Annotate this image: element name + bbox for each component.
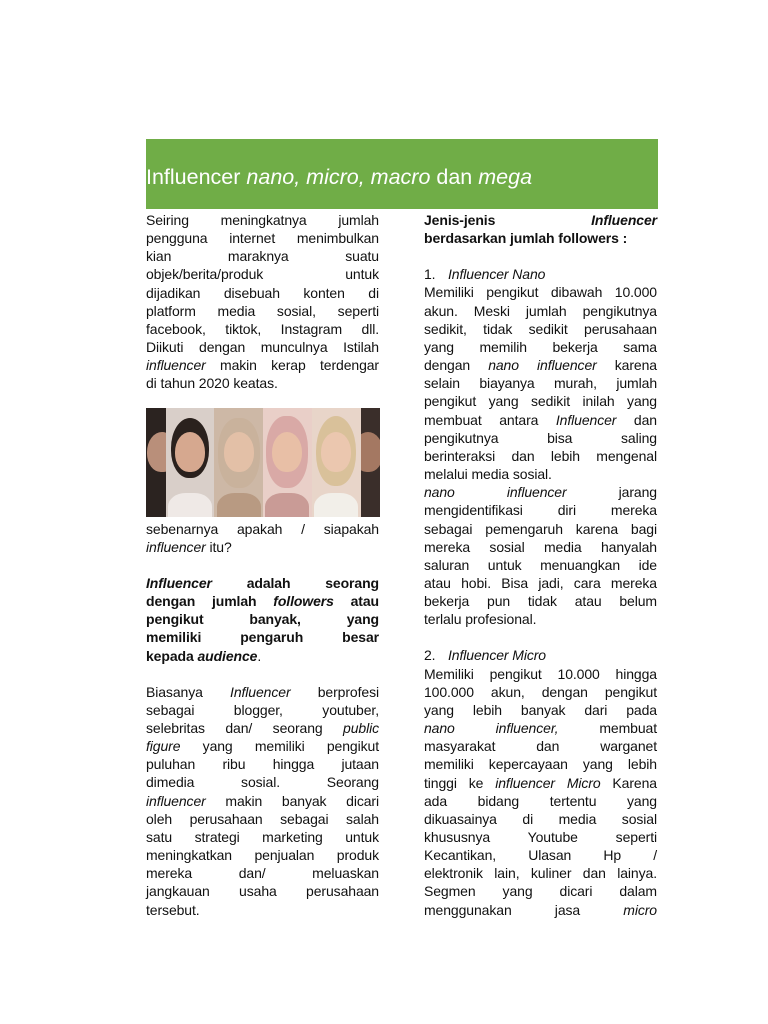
text-line: jangkauan usaha perusahaan (146, 883, 379, 900)
text-line: bekerja pun tidak atau belum (424, 593, 657, 610)
question-paragraph (146, 520, 379, 556)
text-line: melalui media sosial. (424, 466, 552, 483)
text-line: masyarakat dan warganet (424, 738, 657, 755)
text-line: Diikuti dengan munculnya Istilah (146, 339, 379, 356)
text-line: memiliki kepercayaan yang lebih (424, 756, 657, 773)
portrait-image (312, 408, 361, 517)
text-line: puluhan ribu hingga jutaan (146, 756, 379, 773)
section-heading-nano: 1. Influencer Nano (424, 266, 546, 283)
text-line: pengikutnya bisa saling (424, 429, 657, 446)
text-line: yang memilih bekerja sama (424, 338, 657, 355)
text-line: 100.000 akun, dengan pengikut (424, 683, 657, 700)
text-line: berinteraksi dan lebih mengenal (424, 447, 657, 464)
text-line: oleh perusahaan sebagai salah (146, 810, 379, 827)
text-line: platform media sosial, seperti (146, 302, 379, 319)
text-line: influencer itu? (146, 538, 232, 555)
text-line: kian maraknya suatu (146, 248, 379, 265)
text-line: dimedia sosial. Seorang (146, 774, 379, 791)
text-line: nano influencer jarang (424, 484, 657, 501)
text-line: objek/berita/produk untuk (146, 266, 379, 283)
left-column (146, 211, 379, 919)
text-line: Memiliki pengikut 10.000 hingga (424, 665, 657, 682)
nano-paragraph (424, 283, 657, 628)
text-line: sebagai blogger, youtuber, (146, 701, 379, 718)
text-line: sebagai pemengaruh karena bagi (424, 520, 657, 537)
profession-paragraph (146, 683, 379, 919)
types-heading (424, 211, 657, 247)
page-title: Influencer nano, micro, macro dan mega (146, 165, 533, 189)
text-line: satu strategi marketing untuk (146, 828, 379, 845)
text-line: ada bidang tertentu yang (424, 792, 657, 809)
text-line: Memiliki pengikut dibawah 10.000 (424, 284, 657, 301)
text-line: pengguna internet menimbulkan (146, 230, 379, 247)
text-line: sebenarnya apakah / siapakah (146, 520, 379, 537)
text-line: influencer makin banyak dicari (146, 792, 379, 809)
text-line: mereka dan/ meluaskan (146, 865, 379, 882)
text-line: kepada audience. (146, 647, 262, 664)
text-line: mengidentifikasi diri mereka (424, 502, 657, 519)
text-line: tinggi ke influencer Micro Karena (424, 774, 657, 791)
text-line: Influencer adalah seorang (146, 574, 379, 591)
influencer-photo-collage (146, 408, 380, 517)
text-line: dengan nano influencer karena (424, 357, 657, 374)
text-line: Jenis-jenis Influencer (424, 212, 657, 228)
text-line: sedikit, tidak sedikit perusahaan (424, 320, 657, 337)
text-line: nano influencer, membuat (424, 720, 657, 737)
text-line: atau hobi. Bisa jadi, cara mereka (424, 574, 657, 591)
portrait-image (146, 408, 166, 517)
text-line: Kecantikan, Ulasan Hp / (424, 847, 657, 864)
section-heading-micro: 2. Influencer Micro (424, 647, 546, 664)
text-line: dikuasainya di media sosial (424, 810, 657, 827)
text-line: meningkatkan penjualan produk (146, 847, 379, 864)
intro-paragraph (146, 211, 379, 393)
text-line: mereka sosial media hanyalah (424, 538, 657, 555)
text-line: facebook, tiktok, Instagram dll. (146, 320, 379, 337)
text-line: khususnya Youtube seperti (424, 829, 657, 845)
text-line: Biasanya Influencer berprofesi (146, 683, 379, 700)
text-line: dengan jumlah followers atau (146, 593, 379, 610)
portrait-image (166, 408, 215, 517)
text-line: akun. Meski jumlah pengikutnya (424, 302, 657, 319)
portrait-image (361, 408, 381, 517)
definition-paragraph (146, 574, 379, 665)
text-line: pengikut banyak, yang (146, 611, 379, 628)
text-line: berdasarkan jumlah followers : (424, 230, 628, 247)
text-line: di tahun 2020 keatas. (146, 375, 278, 392)
micro-paragraph (424, 665, 657, 919)
text-line: yang lebih banyak dari pada (424, 701, 657, 718)
portrait-image (263, 408, 312, 517)
text-line: Segmen yang dicari dalam (424, 883, 657, 900)
text-line: Seiring meningkatnya jumlah (146, 212, 379, 228)
text-line: elektronik lain, kuliner dan lainya. (424, 865, 657, 882)
text-line: menggunakan jasa micro (424, 901, 657, 918)
text-line: saluran untuk menuangkan ide (424, 556, 657, 573)
text-line: terlalu profesional. (424, 611, 537, 628)
text-line: influencer makin kerap terdengar (146, 357, 379, 374)
text-line: tersebut. (146, 901, 200, 918)
text-line: selebritas dan/ seorang public (146, 719, 379, 736)
text-line: figure yang memiliki pengikut (146, 738, 379, 755)
text-line: memiliki pengaruh besar (146, 629, 379, 646)
portrait-image (214, 408, 263, 517)
right-column (424, 211, 657, 919)
text-line: selain biayanya murah, jumlah (424, 375, 657, 392)
text-line: pengikut yang sedikit inilah yang (424, 393, 657, 410)
text-line: dijadikan disebuah konten di (146, 284, 379, 301)
title-bar (146, 139, 658, 209)
text-line: membuat antara Influencer dan (424, 411, 657, 428)
